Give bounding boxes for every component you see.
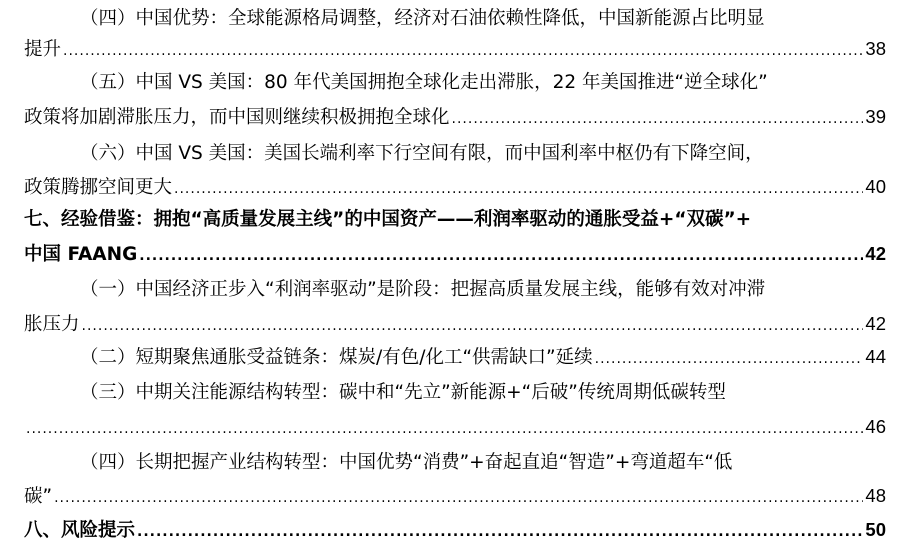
toc-item-5-page: 39 xyxy=(865,106,886,127)
toc-sub-1-text: （一）中国经济正步入“利润率驱动”是阶段：把握高质量发展主线，能够有效对冲滞 xyxy=(80,279,766,300)
toc-sub-1-line1 xyxy=(80,275,886,305)
toc-sub-4-text-cont: 碳” xyxy=(24,486,53,507)
toc-section-7-text: 七、经验借鉴：拥抱“高质量发展主线”的中国资产——利润率驱动的通胀受益+“双碳”+ xyxy=(24,209,752,230)
leader-dots xyxy=(452,104,864,134)
leader-dots xyxy=(82,311,864,341)
leader-dots xyxy=(54,483,863,513)
leader-dots xyxy=(174,174,863,204)
toc-item-5-text: （五）中国 VS 美国：80 年代美国拥抱全球化走出滞胀，22 年美国推进“逆全球化” xyxy=(80,72,768,93)
toc-section-7-line2[interactable] xyxy=(24,239,886,269)
toc-sub-1-page: 42 xyxy=(865,313,886,334)
toc-item-6-line1 xyxy=(80,139,886,169)
toc-item-6-page: 40 xyxy=(865,176,886,197)
toc-sub-4-line2[interactable] xyxy=(24,481,886,511)
toc-sub-4-line1 xyxy=(80,448,886,478)
toc-item-4-text-cont: 提升 xyxy=(24,39,62,60)
toc-sub-4-text: （四）长期把握产业结构转型：中国优势“消费”+奋起直追“智造”+弯道超车“低 xyxy=(80,452,733,473)
leader-dots xyxy=(139,241,863,271)
toc-item-4-text: （四）中国优势：全球能源格局调整，经济对石油依赖性降低，中国新能源占比明显 xyxy=(80,8,765,29)
leader-dots xyxy=(63,36,863,66)
toc-sub-3-line1 xyxy=(80,378,886,408)
toc-item-6-text-cont: 政策腾挪空间更大 xyxy=(24,177,173,198)
toc-section-8-text: 八、风险提示 xyxy=(24,520,136,541)
toc-item-5-line1 xyxy=(80,68,886,98)
toc-section-7-text-cont: 中国 FAANG xyxy=(24,244,138,265)
toc-sub-4-page: 48 xyxy=(865,485,886,506)
leader-dots xyxy=(595,344,864,374)
toc-item-5-text-cont: 政策将加剧滞胀压力，而中国则继续积极拥抱全球化 xyxy=(24,107,450,128)
toc-item-5-line2[interactable] xyxy=(24,102,886,132)
toc-sub-3-line2[interactable] xyxy=(24,412,886,442)
toc-sub-2-page: 44 xyxy=(865,346,886,367)
leader-dots xyxy=(137,517,863,547)
toc-item-4-line1 xyxy=(80,4,886,34)
toc-item-6-line2[interactable] xyxy=(24,172,886,202)
toc-sub-3-page: 46 xyxy=(865,416,886,437)
leader-dots xyxy=(26,414,863,444)
toc-sub-2[interactable] xyxy=(80,342,886,372)
toc-sub-1-line2[interactable] xyxy=(24,309,886,339)
toc-section-7-page: 42 xyxy=(865,243,886,264)
toc-item-6-text: （六）中国 VS 美国：美国长端利率下行空间有限，而中国利率中枢仍有下降空间， xyxy=(80,143,764,164)
toc-item-4-page: 38 xyxy=(865,38,886,59)
toc-section-8-page: 50 xyxy=(865,519,886,540)
toc-sub-2-text: （二）短期聚焦通胀受益链条：煤炭/有色/化工“供需缺口”延续 xyxy=(80,347,593,368)
toc-sub-3-text: （三）中期关注能源结构转型：碳中和“先立”新能源+“后破”传统周期低碳转型 xyxy=(80,382,726,403)
toc-sub-1-text-cont: 胀压力 xyxy=(24,314,80,335)
toc-section-8[interactable] xyxy=(24,515,886,545)
toc-item-4-line2[interactable] xyxy=(24,34,886,64)
toc-section-7-line1 xyxy=(24,205,886,235)
